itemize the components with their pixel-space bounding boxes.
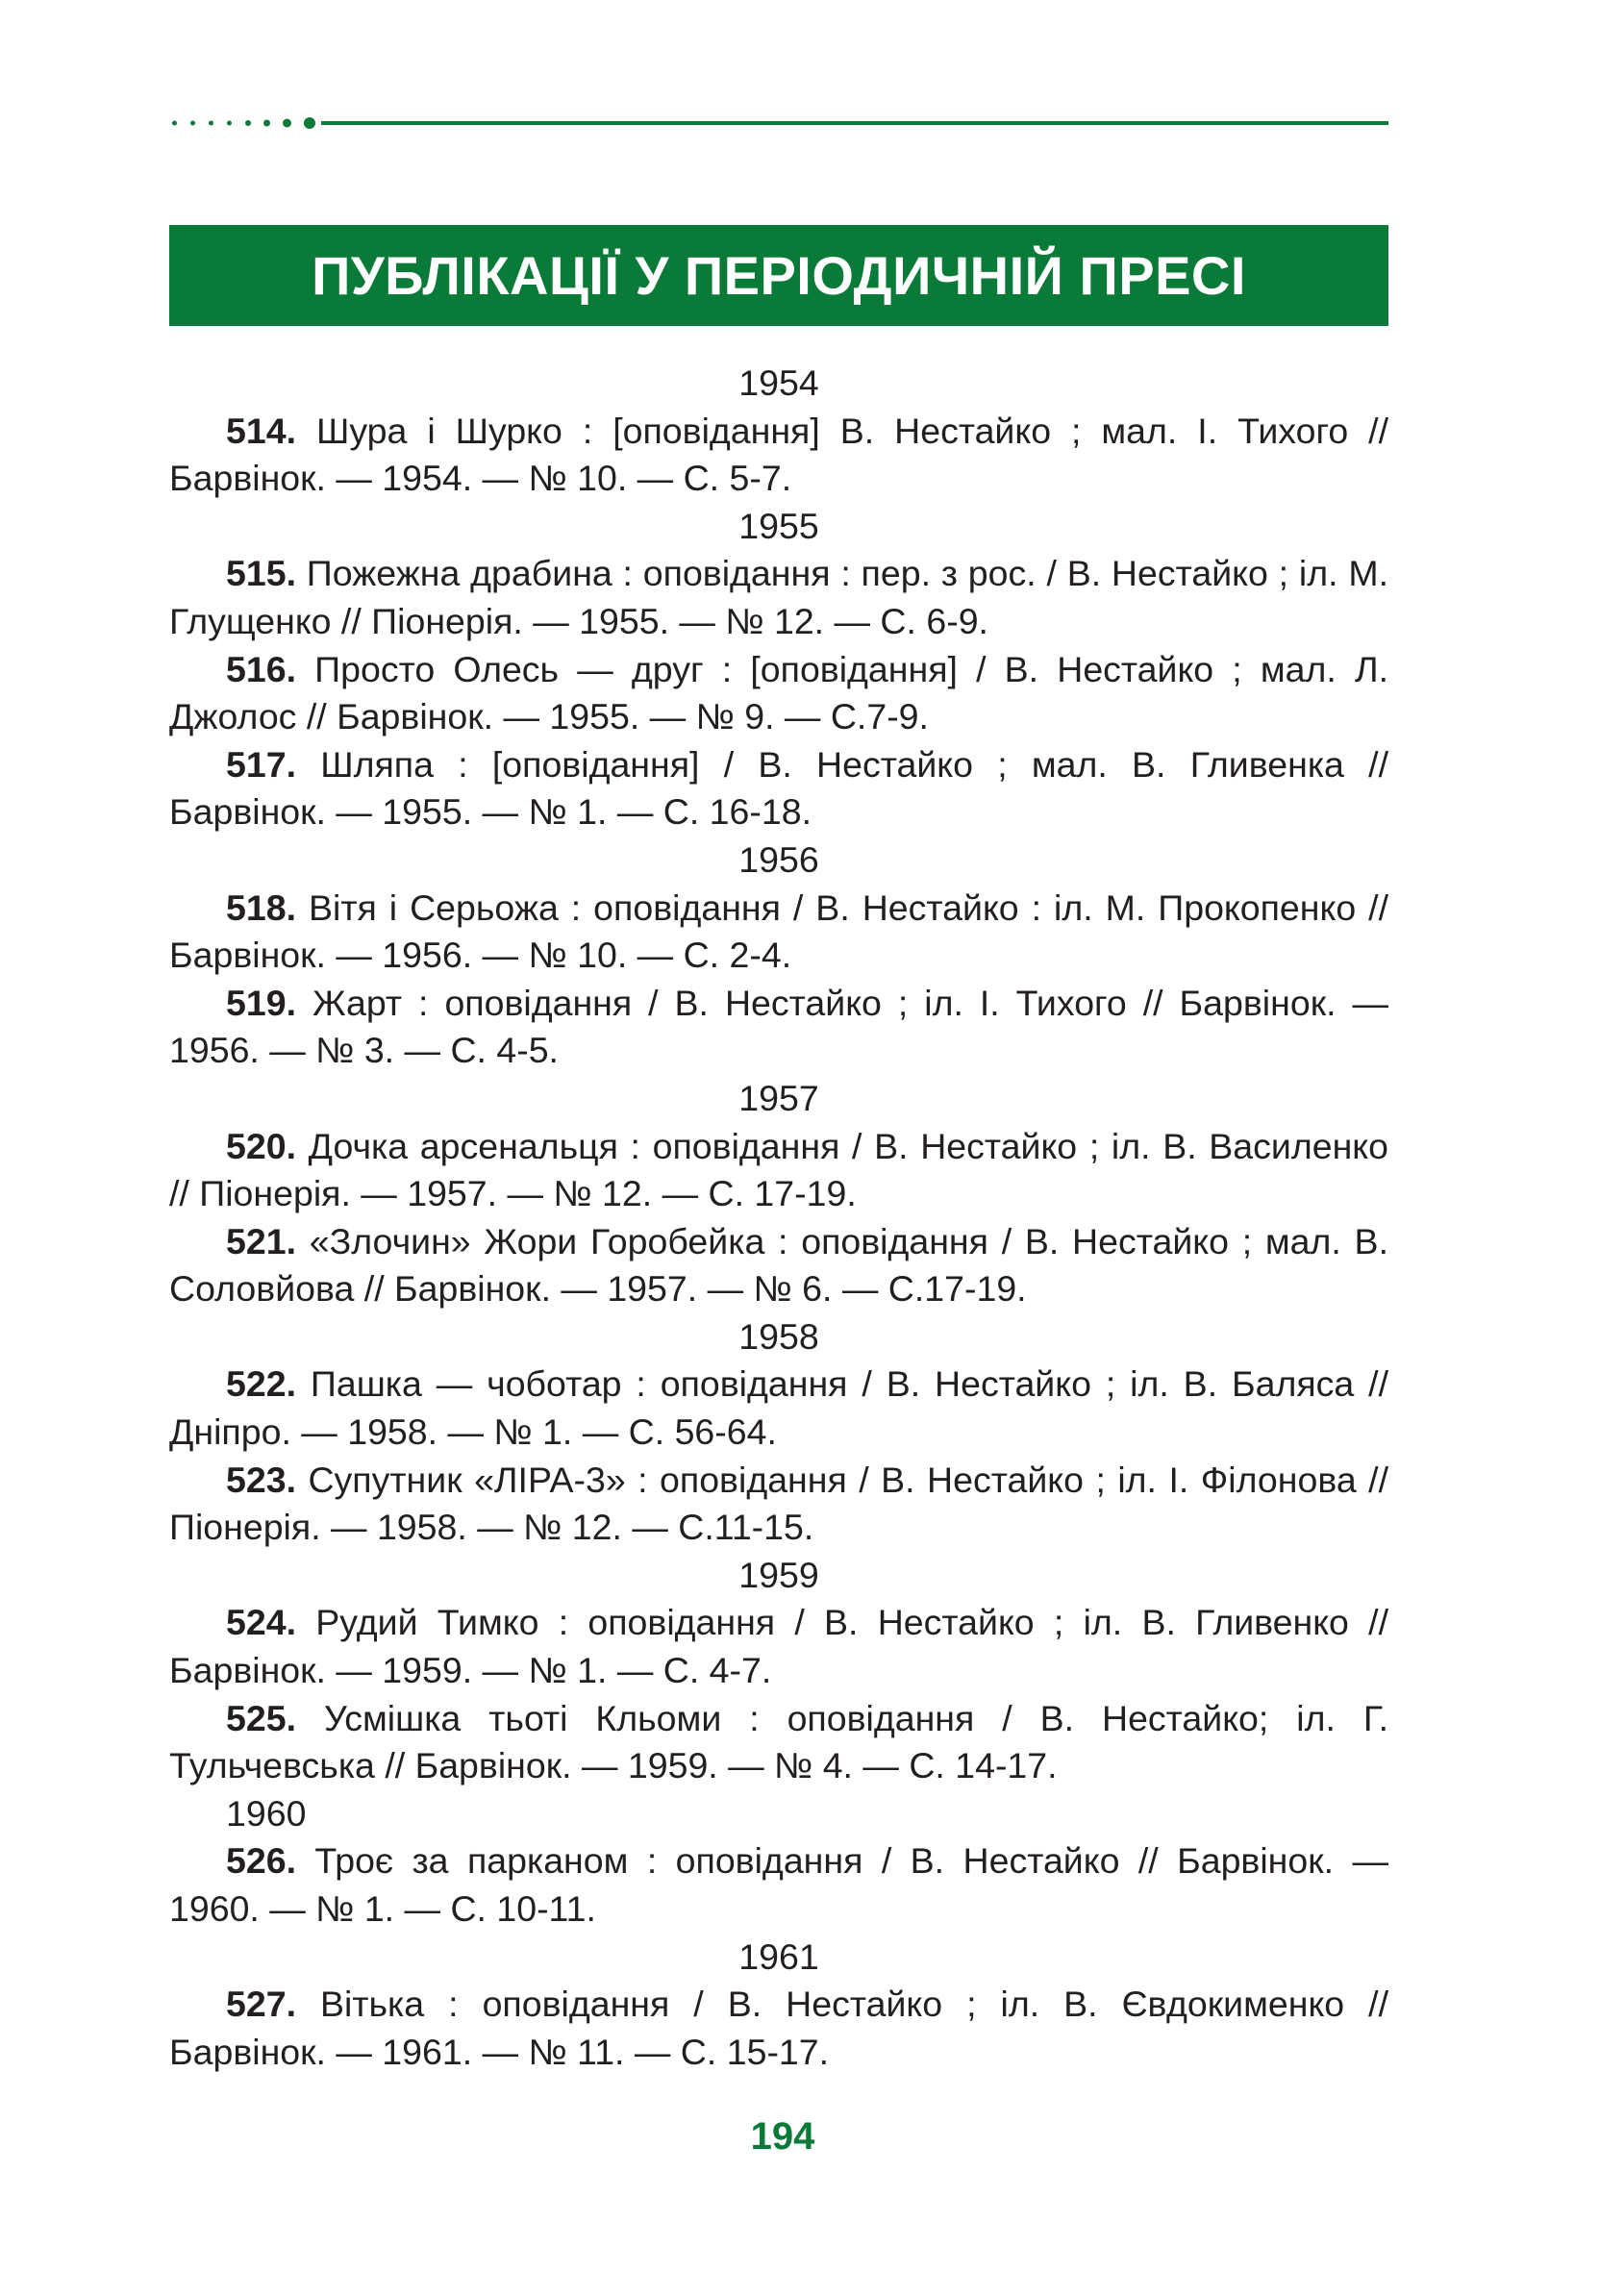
year-heading: 1960 <box>226 1792 307 1834</box>
rule-dot <box>283 119 291 128</box>
entry-text: Шура і Шурко : [оповідання] В. Нестайко ; мал. І. Тихого // Барвінок. — 1954. — № 10. — С. 5-7. <box>169 410 1388 499</box>
bibliography-entry <box>169 1457 1388 1552</box>
entry-number: 523. <box>226 1459 296 1500</box>
bibliography-entry <box>169 646 1388 741</box>
bibliography-entry <box>169 1599 1388 1694</box>
entry-text: Вітька : оповідання / В. Нестайко ; іл. В. Євдокименко // Барвінок. — 1961. — № 11. — С. 15-17. <box>169 1984 1388 2072</box>
entry-text: Троє за парканом : оповідання / В. Нестайко // Барвінок. — 1960. — № 1. — С. 10-11. <box>169 1840 1388 1929</box>
entry-text: Пашка — чоботар : оповідання / В. Нестайко ; іл. В. Баляса // Дніпро. — 1958. — № 1. — С. 56-64. <box>169 1363 1388 1453</box>
entry-number: 521. <box>226 1220 296 1261</box>
section-title: ПУБЛІКАЦІЇ У ПЕРІОДИЧНІЙ ПРЕСІ <box>312 245 1246 306</box>
bibliography-entry <box>169 408 1388 503</box>
top-decorative-rule <box>169 116 1388 130</box>
entry-number: 527. <box>226 1984 296 2025</box>
year-heading: 1959 <box>738 1554 819 1595</box>
rule-dot <box>190 121 195 126</box>
entry-number: 515. <box>226 553 296 594</box>
bibliography-entry <box>169 1695 1388 1790</box>
entry-number: 526. <box>226 1840 296 1882</box>
bibliography-entry <box>169 1361 1388 1456</box>
entry-number: 524. <box>226 1602 296 1643</box>
bibliography-entry <box>169 980 1388 1075</box>
section-banner <box>169 225 1388 326</box>
bibliography-entry <box>169 741 1388 836</box>
page-number: 194 <box>750 2115 815 2158</box>
entry-text: Шляпа : [оповідання] / В. Нестайко ; мал. В. Гливенка // Барвінок. — 1955. — № 1. — С. 16-18. <box>169 743 1388 833</box>
rule-dot <box>245 120 251 126</box>
entry-number: 525. <box>226 1697 296 1738</box>
year-heading: 1955 <box>738 505 819 546</box>
entry-number: 518. <box>226 886 296 928</box>
entry-text: Рудий Тимко : оповідання / В. Нестайко ; іл. В. Гливенко // Барвінок. — 1959. — № 1. — С. 4-7. <box>169 1602 1388 1691</box>
year-heading: 1961 <box>738 1935 819 1977</box>
entry-number: 514. <box>226 410 296 451</box>
entry-text: «Злочин» Жори Горобейка : оповідання / В. Нестайко ; мал. В. Соловйова // Барвінок. — 1957. — № 6. — С.17-19. <box>169 1220 1388 1310</box>
bibliography-entry <box>169 1837 1388 1933</box>
bibliography-list <box>169 360 1388 2076</box>
year-heading: 1954 <box>738 362 819 403</box>
entry-text: Усмішка тьоті Кльоми : оповідання / В. Нестайко; іл. Г. Тульчевська // Барвінок. — 1959. — № 4. — С. 14-17. <box>169 1697 1388 1786</box>
rule-dot <box>209 121 213 126</box>
year-heading: 1956 <box>738 838 819 880</box>
bibliography-entry <box>169 550 1388 645</box>
rule-dot <box>304 117 315 129</box>
rule-dot <box>172 121 177 126</box>
rule-dot <box>263 120 270 127</box>
entry-number: 522. <box>226 1363 296 1405</box>
bibliography-entry <box>169 1218 1388 1313</box>
bibliography-entry <box>169 885 1388 980</box>
entry-number: 519. <box>226 982 296 1023</box>
entry-text: Просто Олесь — друг : [оповідання] / В. Нестайко ; мал. Л. Джолос // Барвінок. — 1955. — № 9. — С.7-9. <box>169 648 1388 737</box>
entry-number: 520. <box>226 1125 296 1166</box>
bibliography-entry <box>169 1123 1388 1218</box>
year-heading: 1957 <box>738 1077 819 1118</box>
rule-line <box>321 121 1388 125</box>
entry-number: 517. <box>226 743 296 785</box>
entry-text: Вітя і Серьожа : оповідання / В. Нестайко : іл. М. Прокопенко // Барвінок. — 1956. — № 10. — С. 2-4. <box>169 886 1388 976</box>
rule-dot <box>227 121 232 126</box>
entry-text: Жарт : оповідання / В. Нестайко ; іл. І. Тихого // Барвінок. — 1956. — № 3. — С. 4-5. <box>169 982 1388 1071</box>
entry-number: 516. <box>226 648 296 689</box>
year-heading: 1958 <box>738 1315 819 1357</box>
entry-text: Дочка арсенальця : оповідання / В. Нестайко ; іл. В. Василенко // Піонерія. — 1957. — № 12. — С. 17-19. <box>169 1125 1388 1214</box>
entry-text: Супутник «ЛІРА-3» : оповідання / В. Нестайко ; іл. І. Філонова // Піонерія. — 1958. — № 12. — С.11-15. <box>169 1459 1388 1548</box>
bibliography-entry <box>169 1981 1388 2076</box>
entry-text: Пожежна драбина : оповідання : пер. з рос. / В. Нестайко ; іл. М. Глущенко // Піонерія. — 1955. — № 12. — С. 6-9. <box>169 553 1388 641</box>
